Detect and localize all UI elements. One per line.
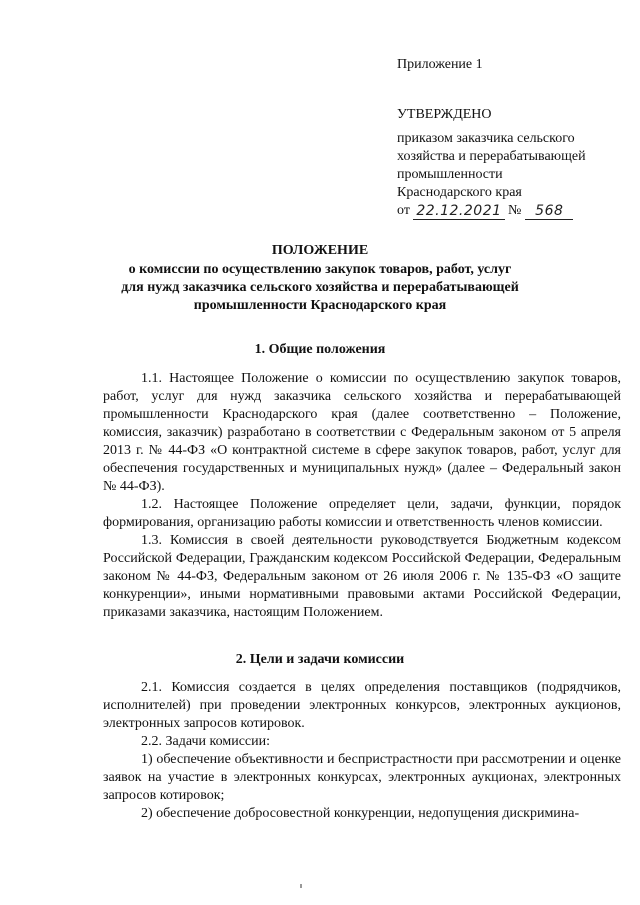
paragraph: 1.1. Настоящее Положение о комиссии по осуществлению закупок товаров, работ, услуг для нужд заказчика сельского хозяйства и перерабатывающей промышленности Краснодарского края (далее соответственно – Положение, комиссия, заказчик) разработано в соответствии с Федеральным законом от 5 апреля 2013 г. № 44-ФЗ «О контрактной системе в сфере закупок товаров, работ, услуг для обеспечения государственных и муниципальных нужд» (далее – Федеральный закон № 44-ФЗ). [103, 371, 621, 494]
appendix-label: Приложение 1 [397, 57, 483, 72]
section-heading: 2. Цели и задачи комиссии [235, 652, 405, 667]
approval-line: хозяйства и перерабатывающей [397, 149, 586, 164]
approval-stamp-block [397, 106, 629, 220]
document-title-block [0, 242, 640, 315]
document-subtitle-line: для нужд заказчика сельского хозяйства и перерабатывающей [121, 280, 519, 295]
order-date-number-row [397, 202, 629, 220]
document-subtitle-line: промышленности Краснодарского края [193, 298, 447, 313]
handwritten-order-number: 568 [525, 203, 573, 220]
approved-heading: УТВЕРЖДЕНО [397, 107, 492, 122]
document-title: ПОЛОЖЕНИЕ [271, 243, 369, 258]
number-label: № [507, 203, 522, 218]
section-body [103, 370, 621, 622]
approval-line: промышленности [397, 167, 503, 182]
paragraph: 1.3. Комиссия в своей деятельности руководствуется Бюджетным кодексом Российской Федерации, Гражданским кодексом Российской Федерации, Федеральным законом № 44-ФЗ, Федеральным законом от 26 июля 2006 г. № 135-ФЗ «О защите конкуренции», иными нормативными правовыми актами Российской Федерации, приказами заказчика, настоящим Положением. [103, 533, 621, 620]
handwritten-date: 22.12.2021 [413, 203, 505, 220]
approval-line: Краснодарского края [397, 185, 522, 200]
from-label: от [397, 203, 410, 218]
section-heading: 1. Общие положения [254, 342, 386, 357]
approval-line: приказом заказчика сельского [397, 131, 575, 146]
paragraph: 2.1. Комиссия создается в целях определения поставщиков (подрядчиков, исполнителей) при проведении электронных конкурсов, электронных аукционов, электронных запросов котировок. [103, 680, 621, 731]
paragraph: 1) обеспечение объективности и беспристрастности при рассмотрении и оценке заявок на участие в электронных конкурсах, электронных аукционах, электронных запросов котировок; [103, 752, 621, 803]
paragraph: 2) обеспечение добросовестной конкуренции, недопущения дискримина- [141, 806, 580, 821]
document-subtitle-line: о комиссии по осуществлению закупок товаров, работ, услуг [128, 262, 512, 277]
section-body [103, 679, 621, 823]
paragraph: 2.2. Задачи комиссии: [141, 734, 271, 749]
paragraph: 1.2. Настоящее Положение определяет цели, задачи, функции, порядок формирования, организацию работы комиссии и ответственность членов комиссии. [103, 497, 621, 530]
scan-speck [300, 884, 302, 888]
